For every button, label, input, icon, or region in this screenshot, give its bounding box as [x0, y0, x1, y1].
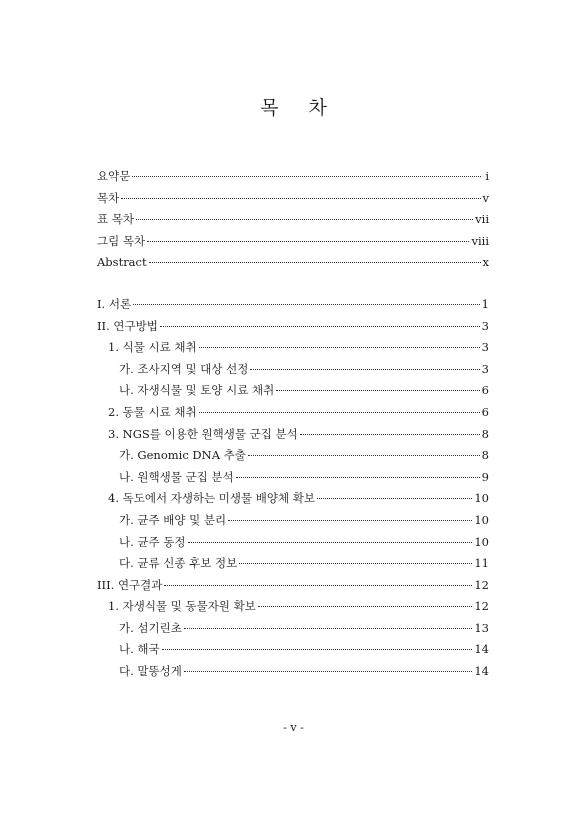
toc-entry-label: 1. 식물 시료 채취 — [108, 340, 197, 355]
toc-entry-page: x — [482, 255, 489, 270]
toc-entry[interactable] — [97, 231, 489, 253]
toc-entry-label: 목차 — [97, 190, 120, 205]
toc-entry-page: 10 — [474, 534, 489, 549]
toc-entry[interactable] — [97, 294, 489, 316]
toc-entry[interactable] — [97, 532, 489, 554]
dot-leader — [149, 262, 481, 263]
toc-entry[interactable] — [97, 166, 489, 188]
toc-entry-label: I. 서론 — [97, 296, 132, 311]
toc-entry[interactable] — [97, 445, 489, 467]
toc-entry-label: 다. 균류 신종 후보 정보 — [119, 556, 238, 571]
page-number-footer: - v - — [283, 721, 304, 734]
toc-entry[interactable] — [97, 618, 489, 640]
toc-entry-page: 3 — [481, 318, 489, 333]
toc-entry[interactable] — [97, 661, 489, 683]
dot-leader — [132, 176, 481, 177]
toc-entry-label: 그림 목차 — [97, 233, 146, 248]
dot-leader — [317, 498, 472, 499]
toc-entry[interactable] — [97, 424, 489, 446]
dot-leader — [239, 563, 472, 564]
toc-entry-label: II. 연구방법 — [97, 318, 158, 333]
toc-entry-label: 다. 말똥성게 — [119, 664, 182, 679]
dot-leader — [258, 606, 473, 607]
toc-entry-page: 6 — [481, 404, 489, 419]
toc-entry-label: 가. 균주 배양 및 분리 — [119, 512, 227, 527]
toc-entry[interactable] — [97, 467, 489, 489]
toc-entry-label: 표 목차 — [97, 212, 134, 227]
toc-entry[interactable] — [97, 553, 489, 575]
toc-entry-page: 14 — [474, 664, 489, 679]
toc-entry[interactable] — [97, 639, 489, 661]
toc-entry-label: 4. 독도에서 자생하는 미생물 배양체 확보 — [108, 491, 315, 506]
toc-entry-label: 나. 원핵생물 군집 분석 — [119, 469, 234, 484]
dot-leader — [164, 585, 472, 586]
toc-entry-page: 14 — [474, 642, 489, 657]
toc-entry-label: III. 연구결과 — [97, 577, 163, 592]
toc-entry[interactable] — [97, 337, 489, 359]
toc-entry-label: 3. NGS를 이용한 원핵생물 군집 분석 — [108, 426, 298, 441]
toc-entry-label: 나. 균주 동정 — [119, 534, 186, 549]
toc-entry-page: 8 — [481, 448, 489, 463]
toc-entry-label: 나. 자생식물 및 토양 시료 채취 — [119, 383, 275, 398]
toc-entry[interactable] — [97, 359, 489, 381]
toc-entry-page: 3 — [481, 340, 489, 355]
toc-entry-label: 요약문 — [97, 169, 131, 183]
toc-entry[interactable] — [97, 209, 489, 231]
toc-entry[interactable] — [97, 596, 489, 618]
toc-entry-page: 12 — [474, 577, 489, 592]
dot-leader — [248, 455, 480, 456]
toc-entry-page: 10 — [474, 491, 489, 506]
toc-entry-page: 13 — [474, 620, 489, 635]
toc-entry-label: 가. 조사지역 및 대상 선정 — [119, 361, 249, 376]
dot-leader — [228, 520, 472, 521]
dot-leader — [147, 241, 469, 242]
toc-entry-label: 나. 해국 — [119, 642, 160, 657]
toc-entry[interactable] — [97, 402, 489, 424]
toc-entry[interactable] — [97, 188, 489, 210]
toc-entry-page: 8 — [481, 426, 489, 441]
dot-leader — [276, 390, 479, 391]
toc-entry-page: vii — [475, 212, 489, 227]
toc-entry[interactable] — [97, 252, 489, 274]
dot-leader — [133, 304, 480, 305]
toc-entry[interactable] — [97, 575, 489, 597]
dot-leader — [184, 628, 473, 629]
toc-entry-page: i — [485, 169, 489, 183]
toc-entry-label: Abstract — [97, 255, 147, 270]
toc-entry-page: v — [482, 190, 489, 205]
toc-entry-label: 1. 자생식물 및 동물자원 확보 — [108, 599, 256, 614]
table-of-contents — [97, 166, 489, 683]
toc-entry-page: 11 — [474, 556, 489, 571]
toc-entry-page: 6 — [481, 383, 489, 398]
toc-entry-label: 2. 동물 시료 채취 — [108, 404, 197, 419]
dot-leader — [121, 198, 480, 199]
page-title: 목 차 — [260, 97, 339, 119]
toc-entry-page: viii — [471, 233, 489, 248]
dot-leader — [136, 219, 473, 220]
toc-entry[interactable] — [97, 488, 489, 510]
toc-entry-label: 가. 섬기린초 — [119, 620, 182, 635]
toc-entry-page: 9 — [481, 469, 489, 484]
toc-entry[interactable] — [97, 316, 489, 338]
dot-leader — [199, 347, 480, 348]
toc-entry-label: 가. Genomic DNA 추출 — [119, 448, 246, 463]
dot-leader — [184, 671, 473, 672]
dot-leader — [199, 412, 480, 413]
dot-leader — [188, 542, 473, 543]
toc-entry-page: 3 — [481, 361, 489, 376]
toc-entry-page: 12 — [474, 599, 489, 614]
toc-entry[interactable] — [97, 510, 489, 532]
dot-leader — [162, 649, 473, 650]
dot-leader — [250, 369, 479, 370]
dot-leader — [160, 326, 480, 327]
dot-leader — [236, 477, 480, 478]
dot-leader — [300, 434, 480, 435]
toc-entry-page: 1 — [481, 296, 489, 311]
toc-entry-page: 10 — [474, 512, 489, 527]
toc-entry[interactable] — [97, 380, 489, 402]
